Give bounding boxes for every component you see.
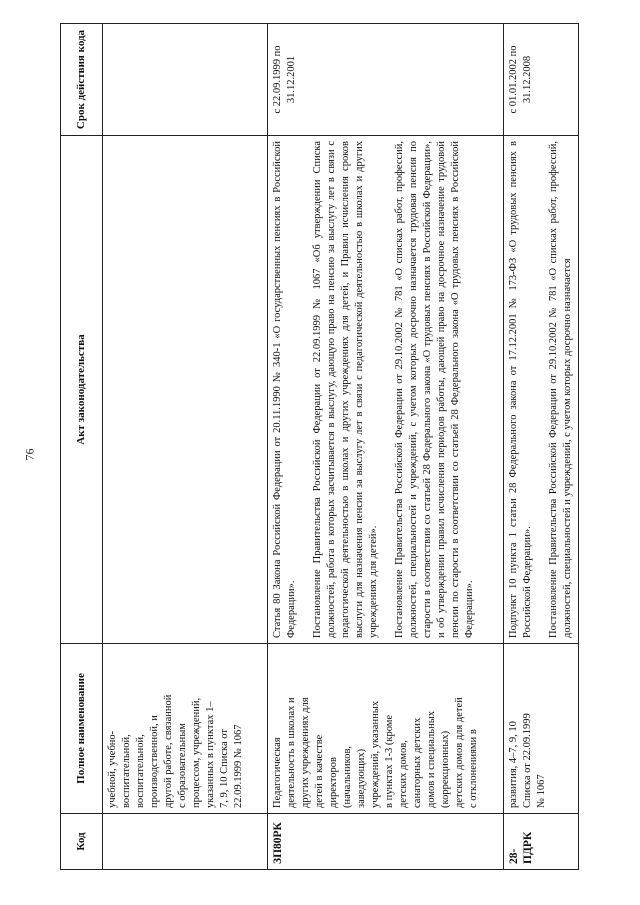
table-header-row [61, 24, 103, 870]
table-row [504, 24, 579, 870]
codes-table [60, 23, 579, 870]
act-paragraph: Постановление Правительства Российской Федерации от 22.09.1999 № 1067 «Об утверждении Списка должностей, работа в которых засчитывается в выслугу, дающую право на пенсию за выслугу лет в связи с педагогической деятельностью в школах и других учреждениях для детей, и Правил исчисления сроков выслуги для назначения пенсии за выслугу лет в связи с педагогической деятельностью в школах и других учреждениях для детей». [312, 141, 379, 638]
row-term: с 22.09.1999 по 31.12.2001 [268, 24, 504, 136]
row-act [103, 136, 268, 644]
row-code: 28-ПДРК [504, 814, 579, 870]
act-paragraph: Статья 80 Закона Российской Федерации от 20.11.1990 № 340-1 «О государственных пенсиях в Российской Федерации». [272, 141, 297, 638]
row-name: Педагогическая деятельность в школах и других учреждениях для детей в качестве директоров (начальников, заведующих) учреждений, указанных в пунктах 1-3 (кроме детских домов, санаторных детских домов и специальных (коррекционных) детских домов для детей с отклонениями в [268, 644, 504, 814]
row-name: развития, 4–7, 9, 10 Списка от 22.09.1999 № 1067 [504, 644, 579, 814]
row-term [103, 24, 268, 136]
act-paragraph: Подпункт 10 пункта 1 статьи 28 Федерального закона от 17.12.2001 № 173-ФЗ «О трудовых пенсиях в Российской Федерации». [508, 141, 533, 638]
row-name: учебной, учебно- воспитательной, воспитательной, производственной, и другой работе, связанной с образовательным процессом, учреждений, указанных в пунктах 1– 7, 9, 10 Списка от 22.09.1999 № 1067 [103, 644, 268, 814]
act-paragraph: Постановление Правительства Российской Федерации от 29.10.2002 № 781 «О списках работ, профессий, должностей, специальностей и учреждений, с учетом которых досрочно назначается трудовая пенсия по старости в соответствии со статьей 28 Федерального закона «О трудовых пенсиях в Российской Федерации», и об утверждении правил исчисления периодов работы, дающей право на досрочное назначение трудовой пенсии по старости в соответствии со статьей 28 Федерального закона «О трудовых пенсиях в Российской Федерации». [394, 141, 475, 638]
header-term: Срок действия кода [61, 24, 103, 136]
table-row [268, 24, 504, 870]
row-act [504, 136, 579, 644]
header-code: Код [61, 814, 103, 870]
row-code: ЗП80РК [268, 814, 504, 870]
rotated-table-container [60, 24, 574, 870]
header-act: Акт законодательства [61, 136, 103, 644]
row-code [103, 814, 268, 870]
row-term: с 01.01.2002 по 31.12.2008 [504, 24, 579, 136]
table-row [103, 24, 268, 870]
page-number: 76 [22, 448, 37, 461]
act-paragraph: Постановление Правительства Российской Федерации от 29.10.2002 № 781 «О списках работ, профессий, должностей, специальностей и учреждений, с учетом которых досрочно назначается [548, 141, 573, 638]
row-act [268, 136, 504, 644]
header-name: Полное наименование [61, 644, 103, 814]
